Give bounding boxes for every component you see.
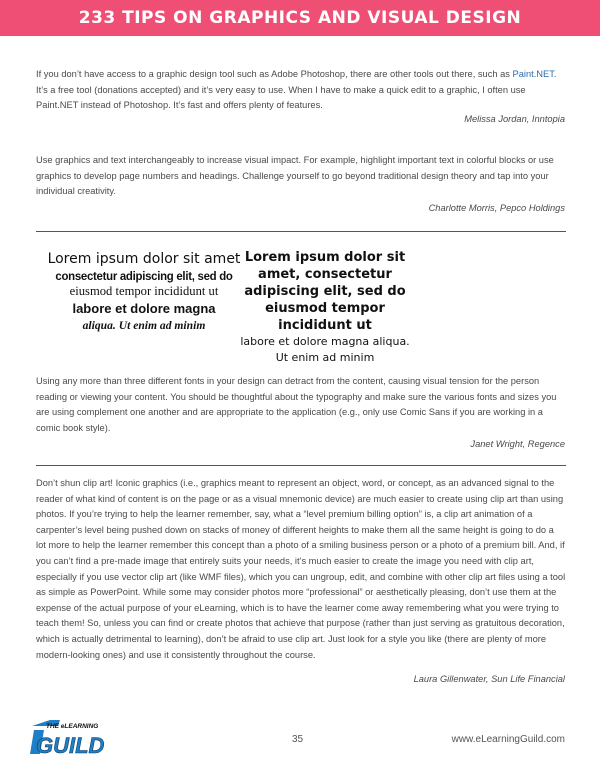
- tip-1-text-end: . It’s a free tool (donations accepted) and it’s very easy to use. When I have to make a quick edit to a graphic, I often use Paint.NET instead of Photoshop. It’s fast and offers plenty of features.: [36, 69, 557, 111]
- font-sample-consistent: [240, 249, 410, 365]
- logo-top-text: THE eLEARNING: [46, 723, 99, 730]
- tip-4-attribution: Laura Gillenwater, Sun Life Financial: [413, 674, 565, 684]
- font-sample-line: Lorem ipsum dolor sit amet: [47, 251, 241, 267]
- page-header-banner: [0, 0, 600, 36]
- font-sample-bold-text: Lorem ipsum dolor sit amet, consectetur adipiscing elit, sed do eiusmod tempor incididunt ut: [244, 250, 406, 333]
- tip-1-text-start: If you don’t have access to a graphic design tool such as Adobe Photoshop, there are other tools out there, such as: [36, 69, 513, 79]
- divider: [36, 465, 566, 466]
- tip-3-text: Using any more than three different fonts in your design can detract from the content, causing visual tension for the person reading or viewing your content. You should be thoughtful about the typography and make sure the various fonts and sizes you are using complement one another and are appropriate to the application (e.g., only use Comic Sans if you are working in a comic book style).: [36, 376, 557, 433]
- font-sample-mixed: [36, 250, 252, 334]
- guild-logo-icon: [30, 716, 120, 758]
- logo-main-text: GUILD: [36, 733, 105, 758]
- page-number: 35: [292, 734, 304, 745]
- tip-2-attribution: Charlotte Morris, Pepco Holdings: [428, 203, 565, 213]
- font-sample-line: aliqua. Ut enim ad minim: [82, 319, 206, 332]
- font-sample-line: labore et dolore magna: [72, 301, 216, 316]
- page-title: 233 TIPS ON GRAPHICS AND VISUAL DESIGN: [78, 8, 522, 28]
- website-link[interactable]: www.eLearningGuild.com: [451, 734, 565, 745]
- elearning-guild-logo: [30, 716, 120, 758]
- tip-3-attribution: Janet Wright, Regence: [470, 439, 565, 449]
- font-sample-line: consectetur adipiscing elit, sed do: [55, 269, 233, 283]
- tip-2-text: Use graphics and text interchangeably to increase visual impact. For example, highlight important text in colorful blocks or use graphics to develop page numbers and headings. Challenge yourself to go beyond traditional design theory and tap into your individual creativity.: [36, 155, 554, 197]
- font-sample-regular-text: labore et dolore magna aliqua. Ut enim ad minim: [240, 335, 410, 364]
- tip-4-text: Don’t shun clip art! Iconic graphics (i.e., graphics meant to represent an object, word, or concept, as an advanced signal to the reader of what kind of content is on the page or as a visual mnemonic device) are much easier to create using clip art than using photos. If you’re trying to help the learner remember, say, what a “level premium billing option” is, a clip art animation of a carpenter’s level being pushed down on stacks of money of different heights to make them all the same height is going to do a lot more to help the learner remember this concept than a photo of a smiling business person or a photo of a premium bill. And, if you can’t find a pre-made image that entirely suits your needs, it’s much easier to create the image you need with clip art, especially if you use vector clip art (like WMF files), which you can ungroup, edit, and combine with other clip art files using a tool as simple as PowerPoint. While some may consider photos more “professional” or aesthetically pleasing, don’t use them at the expense of the actual purpose of your eLearning, which is to have the learner come away remembering what you were trying to teach them! So, unless you can find or create photos that achieve that purpose (rather than just serving as gratuitous decoration, which is actually detrimental to learning), don’t be afraid to use clip art. Just look for a style you like (there are plenty of more modern-looking ones) and use it consistently throughout the course.: [36, 478, 566, 660]
- tip-1-text: [36, 67, 566, 114]
- divider: [36, 231, 566, 232]
- font-sample-line: eiusmod tempor incididunt ut: [69, 284, 219, 298]
- paint-net-link[interactable]: Paint.NET: [512, 69, 554, 79]
- tip-1-attribution: Melissa Jordan, Inntopia: [464, 114, 565, 124]
